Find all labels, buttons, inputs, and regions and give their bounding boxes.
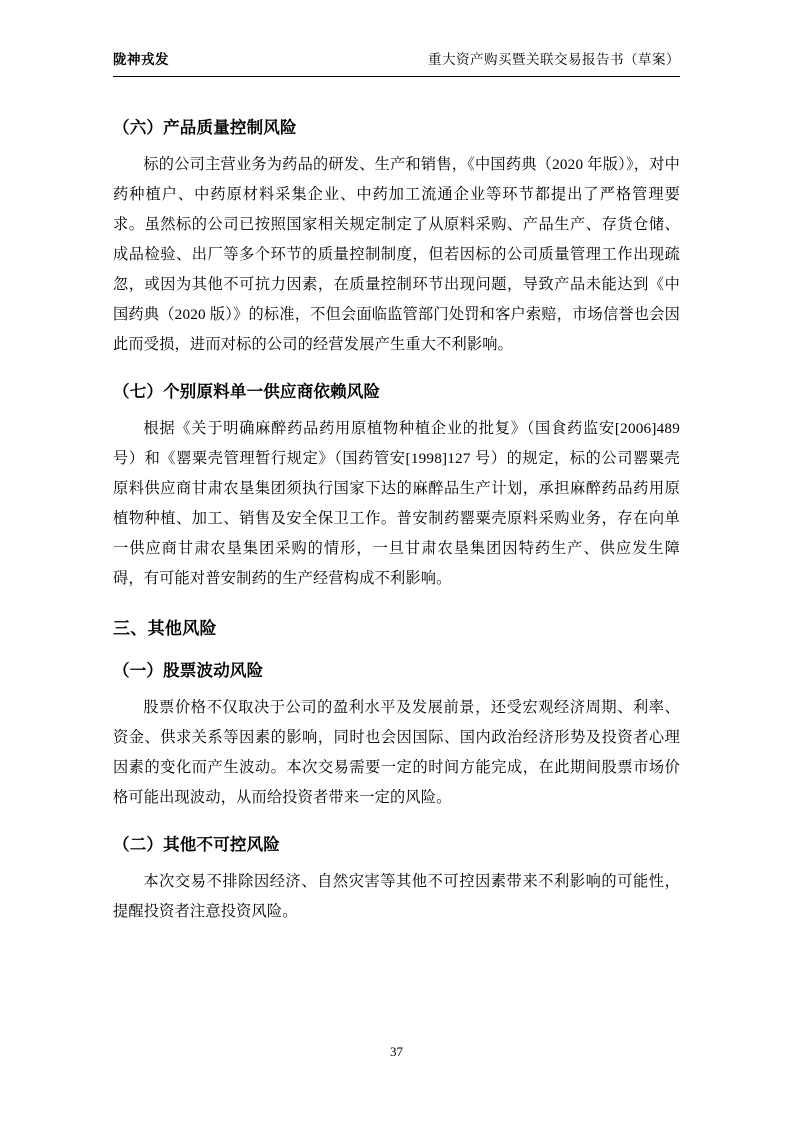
section-single-supplier-risk	[113, 378, 680, 594]
subsection-stock-volatility-risk	[113, 657, 680, 813]
header-document-title: 重大资产购买暨关联交易报告书（草案）	[428, 52, 680, 67]
section-heading: （七）个别原料单一供应商依赖风险	[113, 383, 381, 401]
subsection-uncontrollable-risk	[113, 831, 680, 927]
section-paragraph: 根据《关于明确麻醉药品药用原植物种植企业的批复》（国食药监安[2006]489 号）和《罂粟壳管理暂行规定》（国药管安[1998]127 号）的规定，标的公司罂粟壳原料供应商甘肃农垦集团须执行国家下达的麻醉品生产计划，承担麻醉药品药用原植物种植、加工、销售及安全保卫工作。普安制药罂粟壳原料采购业务，存在向单一供应商甘肃农垦集团采购的情形，一旦甘肃农垦集团因特药生产、供应发生障碍，有可能对普安制药的生产经营构成不利影响。	[113, 420, 680, 587]
section-product-quality-risk	[113, 114, 680, 360]
page-header	[113, 48, 680, 68]
section-heading: （六）产品质量控制风险	[113, 119, 297, 137]
section-paragraph: 标的公司主营业务为药品的研发、生产和销售，《中国药典（2020 年版）》，对中药种植户、中药原材料采集企业、中药加工流通企业等环节都提出了严格管理要求。虽然标的公司已按照国家相关规定制定了从原料采购、产品生产、存货仓储、成品检验、出厂等多个环节的质量控制制度，但若因标的公司质量管理工作出现疏忽，或因为其他不可抗力因素，在质量控制环节出现问题，导致产品未能达到《中国药典（2020 版）》的标准，不但会面临监管部门处罚和客户索赔，市场信誉也会因此而受损，进而对标的公司的经营发展产生重大不利影响。	[113, 156, 680, 353]
main-section-heading: 三、其他风险	[113, 619, 217, 638]
subsection-paragraph: 股票价格不仅取决于公司的盈利水平及发展前景，还受宏观经济周期、利率、资金、供求关系等因素的影响，同时也会因国际、国内政治经济形势及投资者心理因素的变化而产生波动。本次交易需要一定的时间方能完成，在此期间股票市场价格可能出现波动，从而给投资者带来一定的风险。	[113, 699, 680, 806]
header-company-name: 陇神戎发	[113, 52, 169, 67]
subsection-heading: （一）股票波动风险	[113, 662, 264, 680]
page-number: 37	[390, 1044, 403, 1059]
page-content	[113, 96, 680, 943]
subsection-heading: （二）其他不可控风险	[113, 836, 280, 854]
header-divider	[113, 76, 680, 77]
section-other-risks	[113, 614, 680, 927]
subsection-paragraph: 本次交易不排除因经济、自然灾害等其他不可控因素带来不利影响的可能性，提醒投资者注意投资风险。	[113, 873, 680, 920]
